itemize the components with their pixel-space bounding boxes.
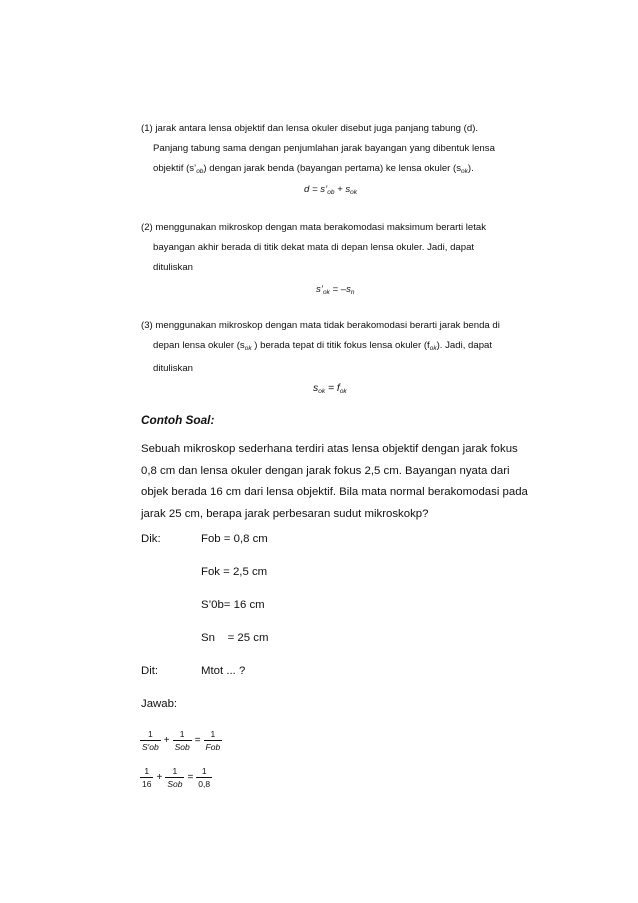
equation-relaxed-eye: $s_{ok} = f_{ok}$ (313, 383, 347, 395)
asked-label: Dit: (141, 665, 159, 677)
problem-line: Sebuah mikroskop sederhana terdiri atas lensa objektif dengan jarak fokus (141, 443, 518, 455)
paragraph-2-line-2: bayangan akhir berada di titik dekat mata di depan lensa okuler. Jadi, dapat (153, 242, 475, 253)
problem-statement (141, 439, 559, 525)
equation-tube-length: $d = s’_{ob} + s_{ok}$ (304, 184, 358, 196)
given-value: Fok = 2,5 cm (201, 566, 268, 578)
lens-equation-general: $\frac{1}{S'ob}$ + $\frac{1}{\text{Sob}}$ = $\frac{1}{\text{Fob}}$ (142, 729, 221, 752)
fraction: $\frac{1}{\text{Sob}}$ (174, 729, 190, 752)
given-value: Sn = 25 cm (201, 632, 269, 644)
paragraph-1-line-3: objektif $(s’_{ob})$ dengan jarak benda (bayangan pertama) ke lensa okuler $(s_{ok})$. (153, 163, 474, 175)
paragraph-3 (141, 316, 559, 379)
paragraph-3-line-1: (3) menggunakan mikroskop dengan mata tidak berakomodasi berarti jarak benda di (141, 320, 500, 331)
given-label: Dik: (141, 533, 161, 545)
paragraph-1-line-1: (1) jarak antara lensa objektif dan lensa okuler disebut juga panjang tabung (d). (141, 123, 479, 134)
fraction: $\frac{1}{S'ob}$ (142, 729, 159, 752)
problem-line: jarak 25 cm, berapa jarak perbesaran sudut mikroskokp? (141, 507, 429, 520)
fraction: $\frac{1}{0,8}$ (198, 766, 211, 789)
answer-label: Jawab: (141, 698, 178, 710)
paragraph-1 (141, 119, 559, 182)
paragraph-3-line-3: dituliskan (153, 363, 193, 374)
paragraph-1-line-2: Panjang tabung sama dengan penjumlahan jarak bayangan yang dibentuk lensa (153, 143, 495, 154)
equation-max-accommodation: $s’_{ok} = -s_n$ (316, 284, 355, 296)
asked-value: Mtot ... ? (201, 665, 246, 677)
problem-line: objek berada 16 cm dari lensa objektif. Bila mata normal berakomodasi pada (141, 486, 528, 498)
fraction: $\frac{1}{\text{Fob}}$ (205, 729, 221, 752)
fraction: $\frac{1}{\text{Sob}}$ (167, 766, 183, 789)
fraction: $\frac{1}{16}$ (142, 766, 152, 789)
problem-line: 0,8 cm dan lensa okuler dengan jarak fokus 2,5 cm. Bayangan nyata dari (141, 464, 510, 477)
given-value: Fob = 0,8 cm (201, 533, 268, 545)
example-heading: Contoh Soal: (141, 413, 215, 427)
paragraph-2 (141, 218, 559, 278)
paragraph-2-line-1: (2) menggunakan mikroskop dengan mata berakomodasi maksimum berarti letak (141, 222, 487, 233)
given-value: S’0b= 16 cm (201, 599, 265, 611)
lens-equation-substituted: $\frac{1}{16}$ + $\frac{1}{\text{Sob}}$ = $\frac{1}{0,8}$ (142, 766, 211, 789)
paragraph-3-line-2: depan lensa okuler ($s_{ok}$ ) berada tepat di titik fokus lensa okuler $(f_{ok})$. Jadi, dapat (153, 340, 493, 352)
paragraph-2-line-3: dituliskan (153, 262, 193, 273)
